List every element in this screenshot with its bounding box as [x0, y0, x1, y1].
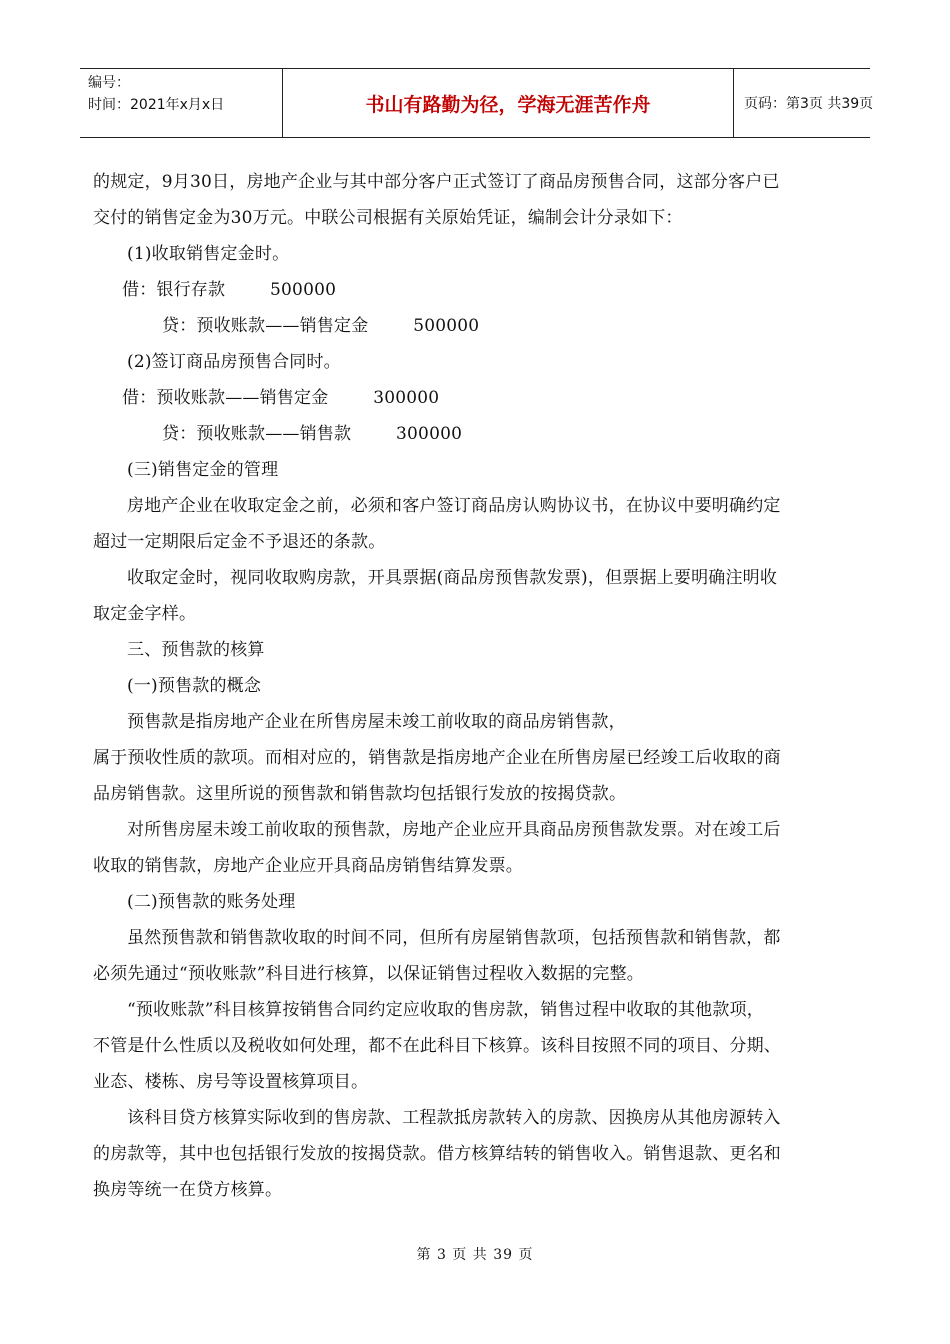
- text-line: 品房销售款。这里所说的预售款和销售款均包括银行发放的按揭贷款。: [93, 784, 627, 804]
- text-line: 业态、楼栋、房号等设置核算项目。: [93, 1072, 369, 1092]
- text-line: 换房等统一在贷方核算。: [93, 1180, 283, 1200]
- journal-entry-debit: 借：银行存款 500000: [122, 280, 337, 300]
- text-line: 收取的销售款，房地产企业应开具商品房销售结算发票。: [93, 856, 523, 876]
- document-body: [93, 164, 858, 1208]
- motto: 书山有路勤为径，学海无涯苦作舟: [282, 69, 734, 137]
- header-meta-cell: [80, 69, 282, 137]
- text-line: (2)签订商品房预售合同时。: [127, 352, 341, 372]
- text-line: 超过一定期限后定金不予退还的条款。: [93, 532, 386, 552]
- journal-entry-credit: 贷：预收账款——销售款 300000: [162, 424, 463, 444]
- header-table: [80, 68, 874, 138]
- section-heading: (二)预售款的账务处理: [127, 892, 296, 912]
- text-line: 预售款是指房地产企业在所售房屋未竣工前收取的商品房销售款，: [127, 712, 626, 732]
- time-label: 时间：2021年x月x日: [88, 97, 225, 113]
- text-line: 的房款等，其中也包括银行发放的按揭贷款。借方核算结转的销售收入。销售退款、更名和: [93, 1144, 781, 1164]
- text-line: 属于预收性质的款项。而相对应的，销售款是指房地产企业在所售房屋已经竣工后收取的商: [93, 748, 781, 768]
- text-line: “预收账款”科目核算按销售合同约定应收取的售房款，销售过程中收取的其他款项，: [127, 1000, 764, 1020]
- text-line: 不管是什么性质以及税收如何处理，都不在此科目下核算。该科目按照不同的项目、分期、: [93, 1036, 781, 1056]
- section-heading: (一)预售款的概念: [127, 676, 262, 696]
- page-footer: 第 3 页 共 39 页: [416, 1247, 534, 1263]
- text-line: 房地产企业在收取定金之前，必须和客户签订商品房认购协议书，在协议中要明确约定: [127, 496, 781, 516]
- text-line: 必须先通过“预收账款”科目进行核算，以保证销售过程收入数据的完整。: [93, 964, 644, 984]
- page-info: 页码：第3页 共39页: [744, 96, 874, 112]
- text-line: 对所售房屋未竣工前收取的预售款，房地产企业应开具商品房预售款发票。对在竣工后: [127, 820, 781, 840]
- journal-entry-debit: 借：预收账款——销售定金 300000: [122, 388, 440, 408]
- text-line: 取定金字样。: [93, 604, 197, 624]
- text-line: 的规定，9月30日，房地产企业与其中部分客户正式签订了商品房预售合同，这部分客户已: [93, 172, 780, 192]
- text-line: (1)收取销售定金时。: [127, 244, 290, 264]
- number-label: 编号：: [88, 75, 130, 91]
- text-line: 交付的销售定金为30万元。中联公司根据有关原始凭证，编制会计分录如下：: [93, 208, 683, 228]
- text-line: 收取定金时，视同收取购房款，开具票据(商品房预售款发票)，但票据上要明确注明收: [127, 568, 778, 588]
- section-heading: 三、预售款的核算: [127, 640, 265, 660]
- text-line: 虽然预售款和销售款收取的时间不同，但所有房屋销售款项，包括预售款和销售款，都: [127, 928, 781, 948]
- section-heading: (三)销售定金的管理: [127, 460, 279, 480]
- journal-entry-credit: 贷：预收账款——销售定金 500000: [162, 316, 480, 336]
- text-line: 该科目贷方核算实际收到的售房款、工程款抵房款转入的房款、因换房从其他房源转入: [127, 1108, 781, 1128]
